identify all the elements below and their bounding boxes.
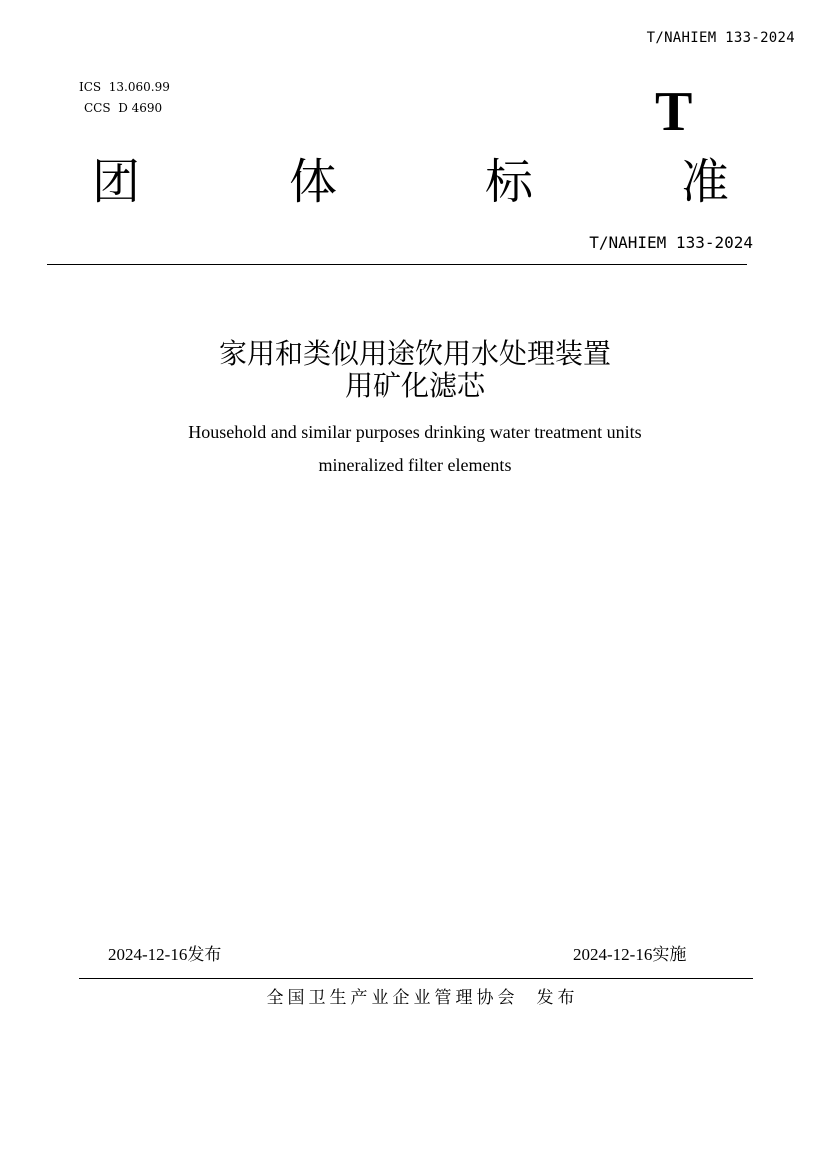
ics-code: ICS 13.060.99 (79, 80, 170, 94)
publisher-name: 全国卫生产业企业管理协会 (266, 988, 519, 1008)
category-char-4: 准 (681, 154, 730, 210)
category-char-3: 标 (485, 154, 534, 210)
standard-number-top: T/NAHIEM 133-2024 (646, 30, 795, 46)
publisher (0, 990, 815, 1007)
title-zh-line-1: 家用和类似用途饮用水处理装置 (218, 337, 611, 370)
standard-number: T/NAHIEM 133-2024 (589, 233, 753, 252)
issue-date: 2024-12-16发布 (108, 945, 222, 964)
category-char-2: 体 (289, 154, 338, 210)
footer-divider (79, 978, 753, 979)
title-zh-line-2: 用矿化滤芯 (344, 369, 485, 402)
implementation-date: 2024-12-16实施 (573, 945, 687, 964)
ccs-code: CCS D 4690 (84, 101, 163, 115)
standard-type-letter: T (655, 81, 693, 143)
title-en-line-2: mineralized filter elements (318, 455, 512, 475)
publisher-suffix: 发布 (536, 988, 579, 1008)
category-char-1: 团 (92, 154, 141, 210)
header-divider (47, 264, 747, 265)
title-en-line-1: Household and similar purposes drinking water treatment units (188, 422, 642, 442)
